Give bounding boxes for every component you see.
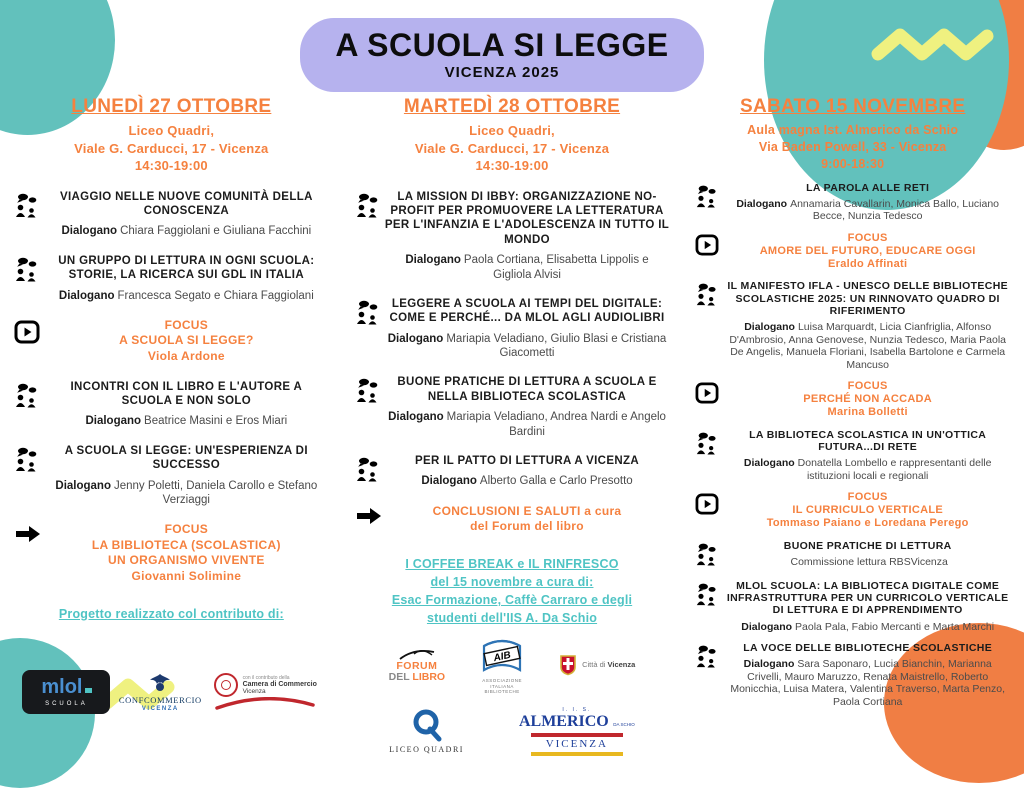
program-columns: [14, 96, 1010, 754]
focus-line: A SCUOLA SI LEGGE?: [119, 333, 254, 348]
venue-line: Viale G. Carducci, 17 - Vicenza: [414, 140, 610, 156]
event-title: MLOL SCUOLA: LA BIBLIOTECA DIGITALE COME INFRASTRUTTURA PER UN CURRICOLO VERTICALE DI LETTURA E DI APPRENDIMENTO: [726, 579, 1009, 617]
column-date: LUNEDÌ 27 OTTOBRE: [71, 96, 272, 117]
event-speakers: [44, 224, 329, 238]
event-speakers: [385, 474, 670, 488]
venue-line: 14:30-19:00: [134, 158, 208, 174]
event-speakers: [725, 457, 1010, 482]
column-date: MARTEDÌ 28 OTTOBRE: [403, 96, 621, 117]
dialogue-icon: [355, 375, 385, 439]
dialogue-icon: [14, 254, 44, 303]
dialogue-icon: [695, 182, 725, 223]
speakers-prefix: Dialogano: [736, 198, 788, 210]
confcommercio-name: CONFCOMMERCIO: [118, 694, 202, 705]
camera-sub: Vicenza: [242, 688, 266, 695]
forum-line2-libro: LIBRO: [412, 671, 446, 684]
speakers-names: Commissione lettura RBSVicenza: [790, 555, 948, 568]
dialogue-icon: [695, 540, 725, 571]
focus-item: [695, 232, 1010, 272]
dialogue-icon: [695, 429, 725, 483]
focus-line: UN ORGANISMO VIVENTE: [107, 553, 265, 568]
speakers-names: Francesca Segato e Chiara Faggiolani: [117, 289, 314, 302]
video-icon: [695, 491, 725, 531]
speakers-prefix: Dialogano: [85, 415, 142, 428]
sponsor-logos: [14, 662, 329, 714]
focus-line: LA BIBLIOTECA (SCOLASTICA): [91, 537, 281, 552]
focus-speaker: Marina Bolletti: [827, 406, 908, 419]
focus-line: FOCUS: [847, 491, 888, 503]
focus-item: [695, 491, 1010, 531]
forum-line2-del: DEL: [388, 671, 410, 684]
event-speakers: [725, 621, 1010, 633]
event-speakers: [385, 253, 670, 282]
dialogue-icon: [14, 444, 44, 508]
column-venue: [14, 122, 329, 175]
speakers-prefix: Dialogano: [743, 658, 795, 671]
column-monday-27-october: [14, 96, 329, 714]
camera-pre-text: con il contributo della: [242, 675, 290, 681]
almerico-sub: VICENZA: [545, 737, 608, 750]
vicenza-name: Vicenza: [607, 660, 636, 670]
speakers-prefix: Dialogano: [743, 457, 795, 470]
dialogue-icon: [695, 280, 725, 371]
event-speakers: [385, 410, 670, 439]
speakers-names: Paola Pala, Fabio Mercanti e Marta Marchi: [795, 620, 995, 633]
venue-line: 14:30-19:00: [475, 158, 549, 174]
focus-line: del Forum del libro: [470, 519, 584, 534]
aib-caption: ASSOCIAZIONE ITALIANA BIBLIOTECHE: [482, 678, 522, 695]
column-tuesday-28-october: [355, 96, 670, 754]
event-item: [695, 540, 1010, 571]
focus-line: FOCUS: [847, 379, 888, 392]
video-icon: [14, 318, 44, 365]
focus-line: AMORE DEL FUTURO, EDUCARE OGGI: [759, 244, 976, 257]
focus-line: FOCUS: [164, 317, 209, 332]
focus-speaker: Tommaso Paiano e Loredana Perego: [766, 517, 969, 530]
speakers-names: Beatrice Masini e Eros Miari: [144, 415, 288, 428]
event-speakers: [44, 289, 329, 303]
confcommercio-sub: VICENZA: [141, 705, 179, 712]
dialogue-icon: [355, 297, 385, 361]
mlol-flag-icon: [85, 688, 92, 693]
video-icon: [695, 232, 725, 272]
event-title: INCONTRI CON IL LIBRO E L'AUTORE A SCUOLA E NON SOLO: [70, 380, 303, 408]
dialogue-icon: [695, 580, 725, 634]
speakers-prefix: Dialogano: [405, 254, 461, 267]
speakers-names: Alberto Galla e Carlo Presotto: [479, 475, 633, 488]
poster-title-banner: [300, 18, 704, 92]
focus-line: CONCLUSIONI E SALUTI a cura: [432, 503, 622, 518]
aib-logo-text: AIB: [492, 650, 512, 665]
dialogue-icon: [14, 190, 44, 239]
speakers-prefix: Dialogano: [61, 225, 118, 238]
mlol-scuola-logo: [22, 670, 110, 714]
event-speakers: [725, 321, 1010, 371]
speakers-names: Chiara Faggiolani e Giuliana Facchini: [120, 225, 312, 238]
arrow-icon: [355, 504, 385, 535]
focus-line: FOCUS: [164, 522, 209, 537]
mlol-logo-sub: SCUOLA: [45, 701, 88, 707]
event-item: [695, 429, 1010, 483]
camera-swoosh-icon: [213, 697, 317, 711]
event-title: BUONE PRATICHE DI LETTURA: [783, 539, 952, 552]
speakers-prefix: Dialogano: [421, 475, 477, 488]
event-item: [14, 254, 329, 303]
column-venue: [355, 122, 670, 175]
event-title: VIAGGIO NELLE NUOVE COMUNITÀ DELLA CONOSCENZA: [59, 190, 313, 218]
liceo-quadri-logo: [389, 708, 464, 754]
poster-title: A SCUOLA SI LEGGE: [335, 27, 669, 63]
venue-line: Liceo Quadri,: [128, 123, 215, 138]
almerico-mid: DA SCHIO: [613, 721, 635, 727]
contributors-link: Progetto realizzato col contributo di:: [58, 606, 284, 621]
event-item: [14, 190, 329, 239]
speakers-names: Mariapia Veladiano, Giulio Blasi e Cristiana Giacometti: [446, 332, 667, 360]
focus-item: [695, 380, 1010, 420]
event-title: LA BIBLIOTECA SCOLASTICA IN UN'OTTICA FUTURA...DI RETE: [749, 428, 987, 453]
almerico-red-bar: [531, 733, 623, 737]
event-item: [355, 454, 670, 489]
quadri-q-icon: [410, 708, 444, 742]
coffee-note-line: I COFFEE BREAK e IL RINFRESCO: [405, 556, 619, 571]
focus-speaker: Eraldo Affinati: [828, 258, 908, 271]
event-item: [14, 444, 329, 508]
focus-speaker: Viola Ardone: [147, 349, 225, 364]
aib-logo: [479, 635, 525, 694]
speakers-names: Donatella Lombello e rappresentanti delle istituzioni locali e regionali: [797, 457, 992, 482]
speakers-names: Luisa Marquardt, Licia Cianfriglia, Alfonso D'Ambrosio, Anna Genovese, Nunzia Tedesco, Maria Paola De Angelis, Manuela Floriani, Isabella Bartolone e Carmela Mancuso: [729, 321, 1007, 371]
mlol-logo-text: mlol: [41, 676, 83, 698]
focus-line: FOCUS: [847, 231, 888, 244]
coffee-note-line: studenti dell'IIS A. Da Schio: [426, 611, 598, 626]
event-item: [695, 280, 1010, 371]
event-title: UN GRUPPO DI LETTURA IN OGNI SCUOLA: STORIE, LA RICERCA SUI GDL IN ITALIA: [58, 254, 315, 282]
focus-item: [14, 522, 329, 584]
focus-item: [14, 318, 329, 365]
coffee-note-line: del 15 novembre a cura di:: [430, 574, 594, 589]
speakers-names: Paola Cortiana, Elisabetta Lippolis e Gigliola Alvisi: [463, 254, 649, 281]
speakers-prefix: Dialogano: [388, 411, 444, 424]
almerico-yellow-bar: [531, 752, 623, 756]
forum-line1: FORUM: [396, 659, 438, 672]
column-date: SABATO 15 NOVEMBRE: [740, 96, 966, 117]
citta-di-vicenza-logo: [559, 654, 635, 676]
event-speakers: [44, 414, 329, 428]
speakers-prefix: Dialogano: [58, 289, 115, 302]
focus-speaker: Giovanni Solimine: [131, 569, 242, 584]
column-header: [355, 96, 670, 175]
confcommercio-logo: [119, 673, 202, 712]
quadri-caption: LICEO QUADRI: [389, 745, 464, 754]
camera-name: Camera di Commercio: [242, 681, 317, 688]
camera-emblem-icon: [214, 673, 238, 697]
event-title: BUONE PRATICHE DI LETTURA A SCUOLA E NELLA BIBLIOTECA SCOLASTICA: [397, 376, 657, 403]
event-item: [695, 580, 1010, 634]
event-item: [14, 380, 329, 429]
almerico-pre: I. I. S.: [562, 706, 592, 713]
event-speakers: [725, 198, 1010, 223]
aib-book-icon: [479, 635, 525, 677]
forum-bird-icon: [396, 646, 438, 661]
focus-line: IL CURRICULO VERTICALE: [792, 504, 943, 517]
almerico-da-schio-logo: [519, 707, 635, 756]
focus-line: PERCHÉ NON ACCADA: [803, 393, 933, 406]
event-item: [355, 190, 670, 282]
event-title: A SCUOLA SI LEGGE: UN'ESPERIENZA DI SUCCESSO: [64, 444, 308, 472]
coffee-break-note: [355, 555, 670, 628]
event-item: [355, 297, 670, 361]
event-speakers: [725, 658, 1010, 708]
forum-del-libro-logo: [389, 646, 445, 684]
event-item: [695, 642, 1010, 708]
event-title: LA MISSION DI IBBY: ORGANIZZAZIONE NO-PROFIT PER PROMUOVERE LA LETTERATURA PER L'INFANZIA E L'ADOLESCENZA IN TUTTO IL MONDO: [384, 190, 670, 246]
venue-line: 9:00-18:30: [821, 156, 885, 171]
focus-item: [355, 504, 670, 535]
column-venue: [695, 122, 1010, 173]
partner-logos: [355, 627, 670, 755]
column-saturday-15-november: [695, 96, 1010, 714]
event-speakers: [725, 556, 1010, 568]
event-title: LA VOCE DELLE BIBLIOTECHE SCOLASTICHE: [743, 642, 993, 655]
event-title: IL MANIFESTO IFLA - UNESCO DELLE BIBLIOTECHE SCOLASTICHE 2025: UN RINNOVATO QUADRO DI RIFERIMENTO: [727, 280, 1008, 318]
speakers-names: Mariapia Veladiano, Andrea Nardi e Angelo Bardini: [446, 411, 666, 438]
camera-commercio-logo: [210, 673, 320, 711]
poster-subtitle: VICENZA 2025: [444, 64, 560, 81]
dialogue-icon: [14, 380, 44, 429]
dialogue-icon: [355, 454, 385, 489]
vicenza-pre: Città di: [582, 660, 606, 670]
event-speakers: [385, 332, 670, 361]
column-header: [695, 96, 1010, 173]
event-item: [695, 182, 1010, 223]
vicenza-crest-icon: [559, 654, 577, 676]
dialogue-icon: [695, 642, 725, 708]
video-icon: [695, 380, 725, 420]
event-title: PER IL PATTO DI LETTURA A VICENZA: [414, 454, 640, 467]
venue-line: Via Baden Powell, 33 - Vicenza: [758, 139, 947, 154]
speakers-names: Jenny Poletti, Daniela Carollo e Stefano Verziaggi: [113, 479, 318, 506]
speakers-names: Annamaria Cavallarin, Monica Ballo, Luciano Becce, Nunzia Tedesco: [790, 198, 1000, 223]
speakers-names: Sara Saponaro, Lucia Bianchin, Marianna Crivelli, Mauro Maruzzo, Renata Maistrello, Roberto Monicchia, Luisa Matera, Valentina Traverso, Marta Penzo, Paola Cortiana: [730, 658, 1006, 708]
speakers-prefix: Dialogano: [387, 332, 444, 345]
column-header: [14, 96, 329, 175]
event-title: LA PAROLA ALLE RETI: [806, 181, 930, 194]
speakers-prefix: Dialogano: [744, 321, 795, 334]
venue-line: Liceo Quadri,: [469, 123, 555, 138]
almerico-name: ALMERICO: [518, 712, 609, 730]
coffee-note-line: Esac Formazione, Caffè Carraro e degli: [391, 593, 633, 608]
speakers-prefix: Dialogano: [741, 620, 793, 633]
event-title: LEGGERE A SCUOLA AI TEMPI DEL DIGITALE: COME E PERCHÉ... DA MLOL AGLI AUDIOLIBRI: [389, 297, 665, 325]
event-item: [355, 375, 670, 439]
venue-line: Viale G. Carducci, 17 - Vicenza: [74, 140, 269, 156]
event-speakers: [44, 479, 329, 508]
venue-line: Aula magna Ist. Almerico da Schio: [747, 123, 959, 137]
dialogue-icon: [355, 190, 385, 282]
arrow-icon: [14, 522, 44, 584]
confcommercio-eagle-icon: [148, 673, 172, 693]
yellow-zigzag-top-right: [870, 22, 996, 68]
speakers-prefix: Dialogano: [55, 479, 111, 492]
